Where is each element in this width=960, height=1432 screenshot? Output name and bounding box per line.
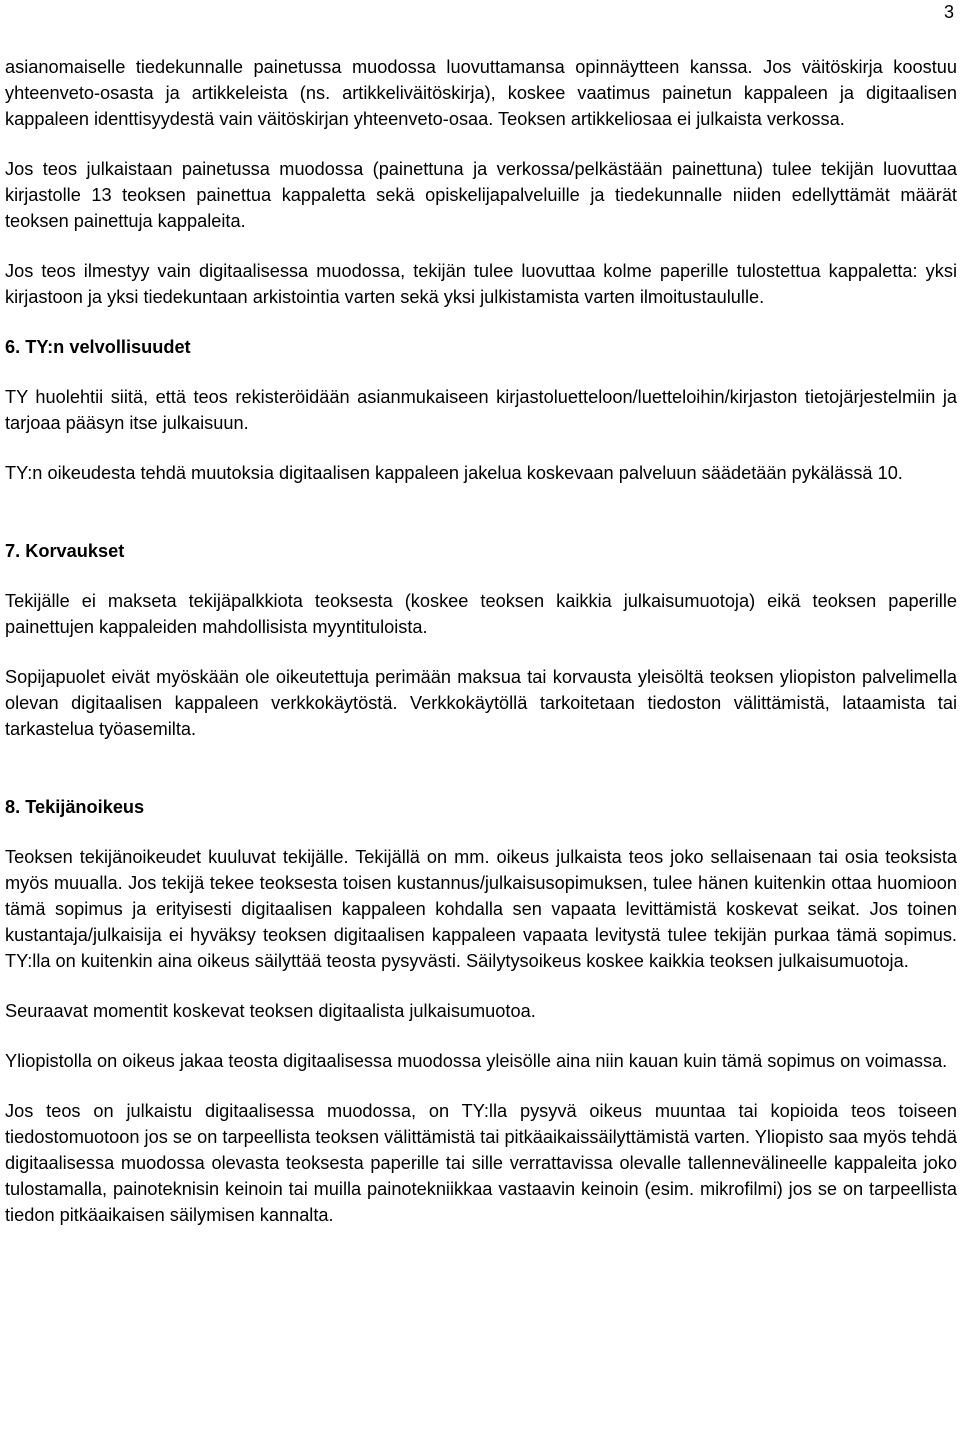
paragraph-no-fees: Sopijapuolet eivät myöskään ole oikeutettuja perimään maksua tai korvausta yleisöltä teoksen yliopiston palvelimella olevan digitaalisen kappaleen verkkokäytöstä. Verkkokäytöllä tarkoitetaan tiedoston välittämistä, lataamista tai tarkastelua työasemilta. [5, 667, 957, 739]
document-body [5, 54, 957, 1228]
paragraph-ty-registration: TY huolehtii siitä, että teos rekisteröidään asianmukaiseen kirjastoluetteloon/luetteloihin/kirjaston tietojärjestelmiin ja tarjoaa pääsyn itse julkaisuun. [5, 387, 957, 433]
paragraph-digital-only-copies: Jos teos ilmestyy vain digitaalisessa muodossa, tekijän tulee luovuttaa kolme paperille tulostettua kappaletta: yksi kirjastoon ja yksi tiedekuntaan arkistointia varten sekä yksi julkistamista varten ilmoitustaululle. [5, 261, 957, 307]
paragraph-distribution-right: Yliopistolla on oikeus jakaa teosta digitaalisessa muodossa yleisölle aina niin kauan kuin tämä sopimus on voimassa. [5, 1051, 948, 1071]
page-number: 3 [943, 2, 954, 22]
paragraph-printed-copies: Jos teos julkaistaan painetussa muodossa (painettuna ja verkossa/pelkästään painettuna) tulee tekijän luovuttaa kirjastolle 13 teoksen painettua kappaletta sekä opiskelijapalveluille ja tiedekunnalle niiden edellyttämät määrät teoksen painettuja kappaleita. [5, 159, 957, 231]
paragraph-deposit-requirements: asianomaiselle tiedekunnalle painetussa muodossa luovuttamansa opinnäytteen kanssa. Jos väitöskirja koostuu yhteenveto-osasta ja artikkeleista (ns. artikkeliväitöskirja), koskee vaatimus painetun kappaleen ja digitaalisen kappaleen identtisyydestä vain väitöskirjan yhteenveto-osaa. Teoksen artikkeliosaa ei julkaista verkossa. [5, 57, 957, 129]
paragraph-copyright: Teoksen tekijänoikeudet kuuluvat tekijälle. Tekijällä on mm. oikeus julkaista teos joko sellaisenaan tai osia teoksista myös muualla. Jos tekijä tekee teoksesta toisen kustannus/julkaisusopimuksen, tulee hänen kuitenkin ottaa huomioon tämä sopimus ja erityisesti digitaalisen kappaleen kohdalla sen vapaata levittämistä koskevat seikat. Jos toinen kustantaja/julkaisija ei hyväksy teoksen digitaalisen kappaleen vapaata levitystä tulee tekijän purkaa tämä sopimus. TY:lla on kuitenkin aina oikeus säilyttää teosta pysyvästi. Säilytysoikeus koskee kaikkia teoksen julkaisumuotoja. [5, 847, 957, 971]
section-heading-8: 8. Tekijänoikeus [5, 797, 145, 817]
section-heading-7: 7. Korvaukset [5, 541, 125, 561]
section-heading-6: 6. TY:n velvollisuudet [5, 337, 191, 357]
paragraph-conversion-right: Jos teos on julkaistu digitaalisessa muodossa, on TY:lla pysyvä oikeus muuntaa tai kopioida teos toiseen tiedostomuotoon jos se on tarpeellista teoksen välittämistä tai pitkäaikaissäilyttämistä varten. Yliopisto saa myös tehdä digitaalisessa muodossa olevasta teoksesta paperille tai sille verrattavissa olevalle tallennevälineelle kappaleita joko tulostamalla, painoteknisin keinoin tai muilla painotekniikkaa vastaavin keinoin (esim. mikrofilmi) jos se on tarpeellista tiedon pitkäaikaisen säilymisen kannalta. [5, 1101, 957, 1225]
paragraph-digital-moments-intro: Seuraavat momentit koskevat teoksen digitaalista julkaisumuotoa. [5, 1001, 536, 1021]
paragraph-no-royalties: Tekijälle ei makseta tekijäpalkkiota teoksesta (koskee teoksen kaikkia julkaisumuotoja) eikä teoksen paperille painettujen kappaleiden mahdollisista myyntituloista. [5, 591, 957, 637]
paragraph-ty-changes: TY:n oikeudesta tehdä muutoksia digitaalisen kappaleen jakelua koskevaan palveluun säädetään pykälässä 10. [5, 463, 903, 483]
